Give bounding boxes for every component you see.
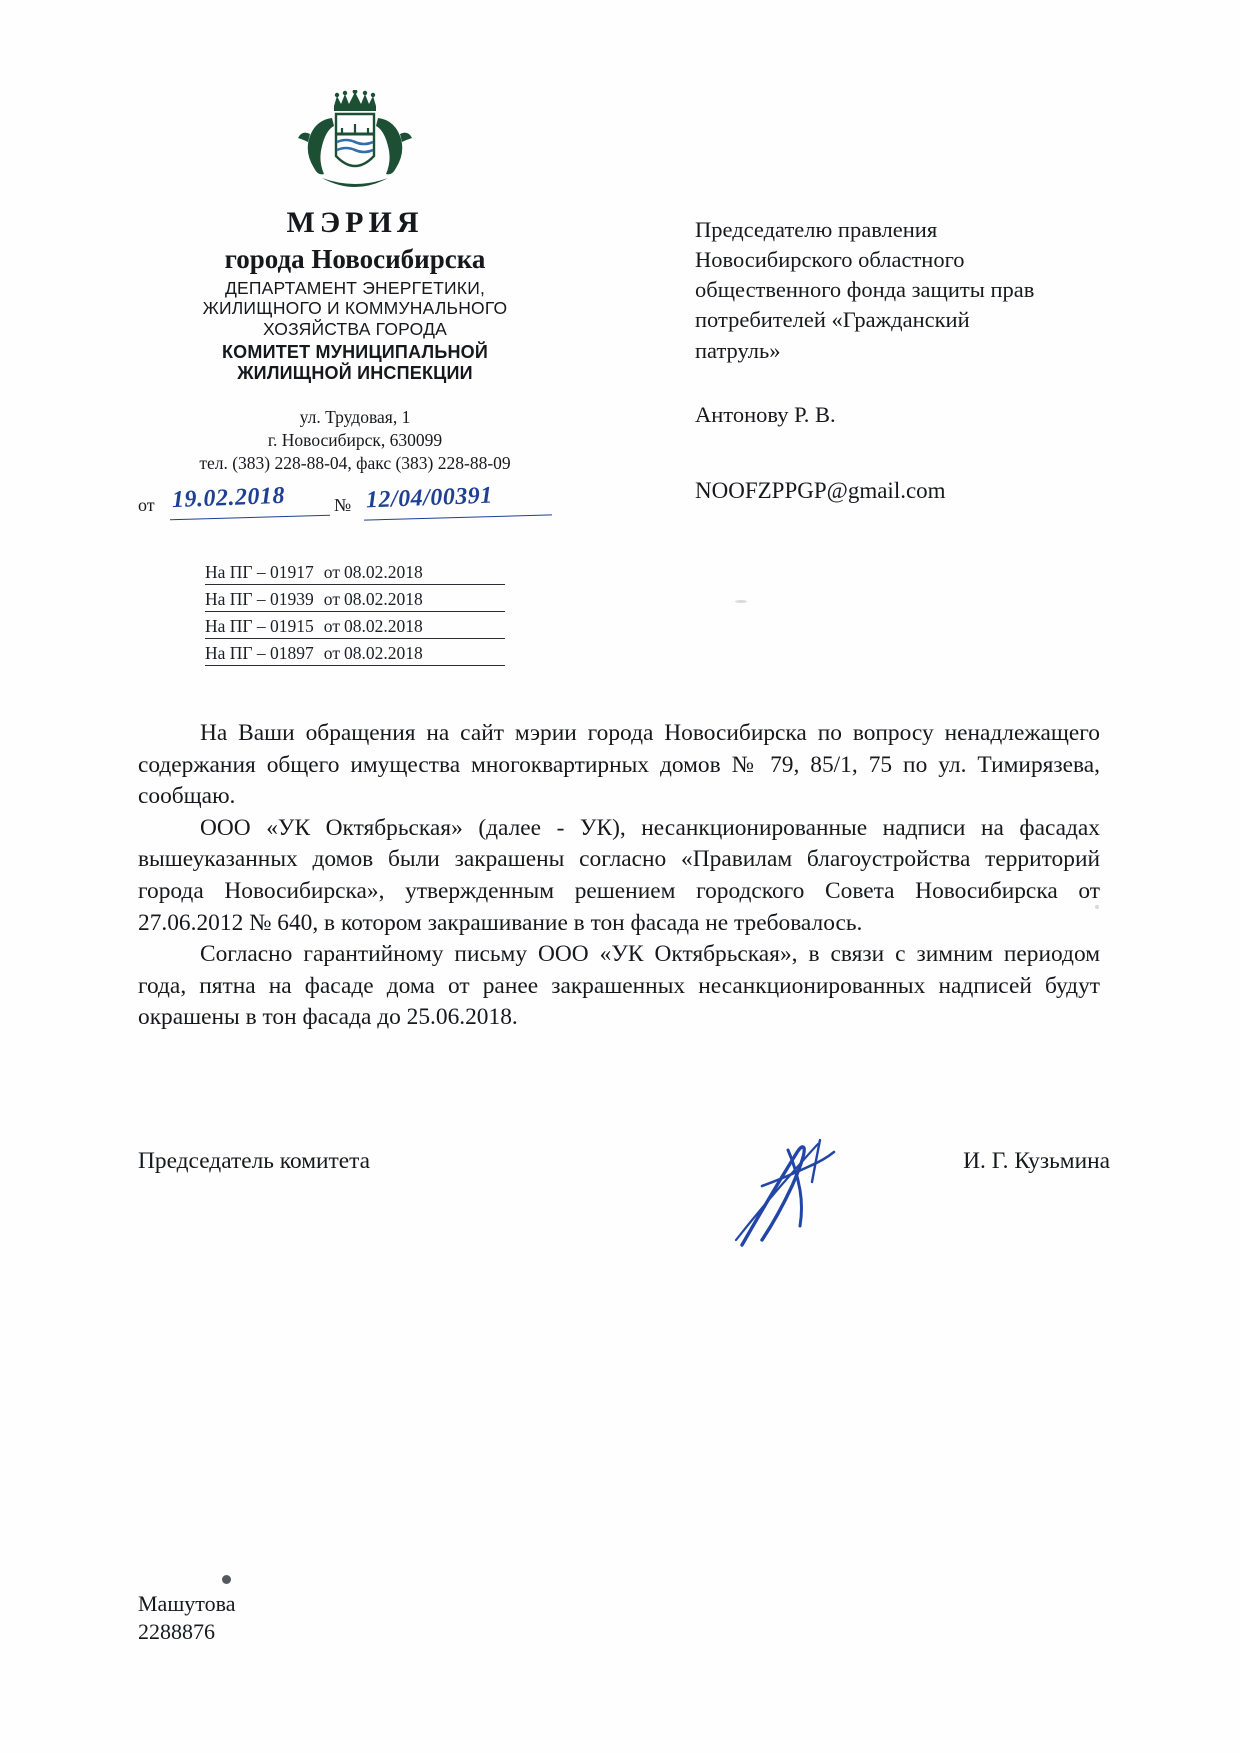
reference-incoming: На ПГ – 01917 (205, 562, 314, 582)
reference-date: 08.02.2018 (343, 616, 423, 636)
committee-block (120, 342, 590, 384)
reference-incoming: На ПГ – 01897 (205, 643, 314, 663)
label-number: № (334, 495, 352, 515)
table-row (205, 643, 505, 666)
table-row (205, 562, 505, 585)
scan-dot-mark (222, 1575, 231, 1584)
reference-incoming: На ПГ – 01915 (205, 616, 314, 636)
body-paragraph-1: На Ваши обращения на сайт мэрии города Новосибирска по вопросу ненадлежащего содержания общего имущества многоквартирных домов № 79, 85/1, 75 по ул. Тимирязева, сообщаю. (138, 720, 1100, 810)
reference-from-label: от (323, 643, 340, 663)
signatory-title: Председатель комитета (138, 1148, 371, 1174)
addressee-line-5: патруль» (695, 337, 781, 363)
committee-line-1: КОМИТЕТ МУНИЦИПАЛЬНОЙ (222, 341, 488, 362)
reference-from-label: от (323, 562, 340, 582)
contact-block (120, 406, 590, 474)
committee-line-2: ЖИЛИЩНОЙ ИНСПЕКЦИИ (237, 363, 473, 384)
department-line-2: ЖИЛИЩНОГО И КОММУНАЛЬНОГО (202, 298, 508, 319)
scan-speck (735, 600, 747, 603)
table-row (205, 616, 505, 639)
addressee-line-3: общественного фонда защиты прав (695, 277, 1035, 303)
executor-name: Машутова (138, 1591, 236, 1616)
department-line-1: ДЕПАРТАМЕНТ ЭНЕРГЕТИКИ, (224, 278, 486, 298)
letterhead (120, 90, 590, 475)
novosibirsk-coat-of-arms-icon (296, 90, 414, 196)
executor-phone: 2288876 (138, 1619, 215, 1645)
handwritten-signature-icon (700, 1120, 900, 1260)
address-street: ул. Трудовая, 1 (299, 407, 411, 428)
reference-date: 08.02.2018 (343, 643, 423, 663)
department-line-3: ХОЗЯЙСТВА ГОРОДА (262, 318, 447, 339)
outgoing-date-value: 19.02.2018 (171, 482, 286, 514)
department-block (120, 278, 590, 339)
address-city: г. Новосибирск, 630099 (267, 430, 443, 451)
number-underline (364, 514, 552, 520)
reference-incoming: На ПГ – 01939 (205, 589, 314, 609)
reference-from-label: от (323, 589, 340, 609)
signatory-name: И. Г. Кузьмина (963, 1148, 1110, 1174)
addressee-email: NOOFZPPGP@gmail.com (695, 477, 946, 503)
reference-list (205, 562, 505, 670)
reference-date: 08.02.2018 (343, 589, 423, 609)
addressee-line-2: Новосибирского областного (695, 247, 965, 273)
label-from: от (138, 495, 155, 515)
letter-body (138, 718, 1100, 1034)
reference-date: 08.02.2018 (343, 562, 423, 582)
reference-from-label: от (323, 616, 340, 636)
address-phone: тел. (383) 228-88-04, факс (383) 228-88-09 (199, 452, 511, 473)
executor-block (138, 1590, 235, 1646)
outgoing-date-number-line (138, 482, 588, 521)
addressee-line-4: потребителей «Гражданский (695, 307, 970, 333)
outgoing-number-value: 12/04/00391 (365, 482, 494, 514)
table-row (205, 589, 505, 612)
addressee-person: Антонову Р. В. (695, 401, 836, 427)
organization-city: города Новосибирска (224, 244, 486, 274)
organization-name: МЭРИЯ (286, 206, 424, 239)
addressee-line-1: Председателю правления (695, 217, 938, 242)
date-underline (170, 515, 330, 520)
body-paragraph-3: Согласно гарантийному письму ООО «УК Октябрьская», в связи с зимним периодом года, пятна на фасаде дома от ранее закрашенных несанкционированных надписей будут окрашены в тон фасада до 25.06.2018. (138, 941, 1100, 1031)
addressee-block (695, 215, 1165, 507)
body-paragraph-2: ООО «УК Октябрьская» (далее - УК), несанкционированные надписи на фасадах вышеуказанных домов были закрашены согласно «Правилам благоустройства территорий города Новосибирска», утвержденным решением городского Совета Новосибирска от 27.06.2012 № 640, в котором закрашивание в тон фасада не требовалось. (138, 814, 1100, 936)
